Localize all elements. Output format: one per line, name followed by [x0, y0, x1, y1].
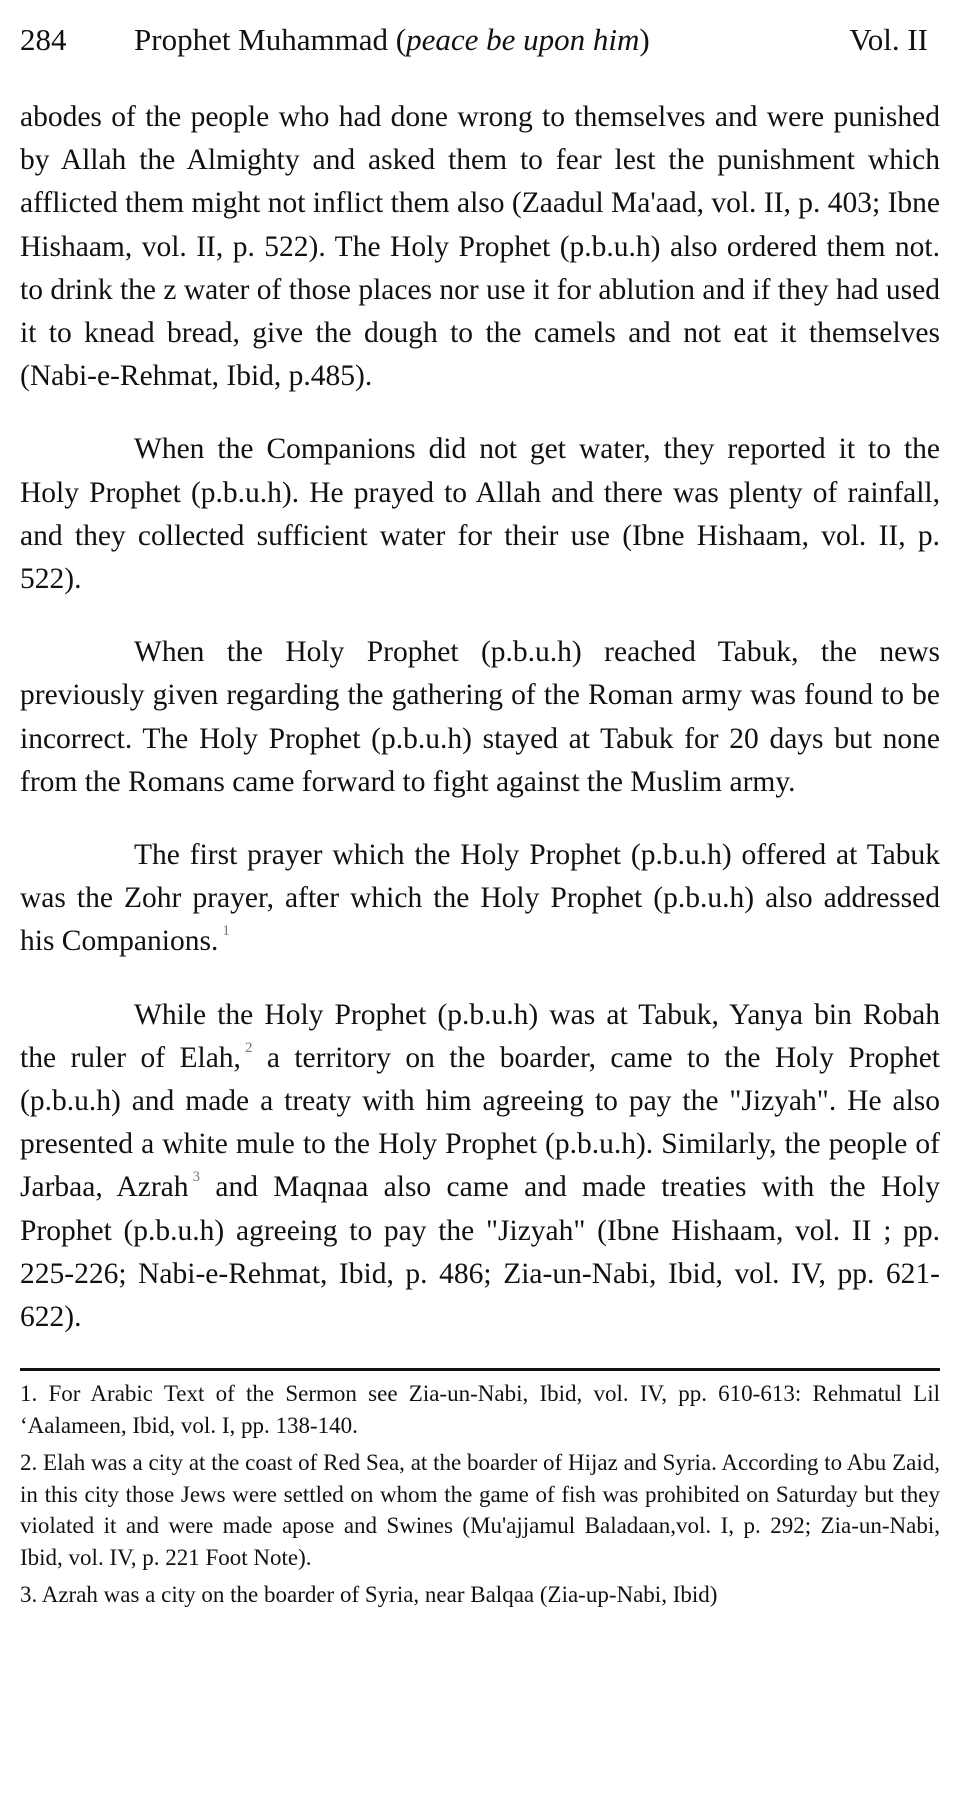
book-title-end: )	[639, 22, 650, 57]
book-title-italic: peace be upon him	[406, 22, 640, 57]
paragraph-2: When the Companions did not get water, they reported it to the Holy Prophet (p.b.u.h). He prayed to Allah and there was plenty of rainfall, and they collected sufficient water for their use (Ibne Hishaam, vol. II, p. 522).	[20, 433, 940, 596]
footnote-2: 2. Elah was a city at the coast of Red Sea, at the boarder of Hijaz and Syria. According to Abu Zaid, in this city those Jews were settled on whom the game of fish was prohibited on Saturday but they violated it and were made apose and Swines (Mu'ajjamul Baladaan,vol. I, p. 292; Zia-un-Nabi, Ibid, vol. IV, p. 221 Foot Note).	[20, 1450, 940, 1570]
running-header	[20, 14, 940, 66]
paragraph-5-text-c: and Maqnaa also came and made treaties with the Holy Prophet (p.b.u.h) agreeing to pay the "Jizyah" (Ibne Hishaam, vol. II ; pp. 225-226; Nabi-e-Rehmat, Ibid, p. 486; Zia-un-Nabi, Ibid, vol. IV, pp. 621-622).	[20, 1171, 940, 1334]
volume-label: Vol. II	[849, 22, 928, 57]
book-title-main: Prophet Muhammad (	[134, 22, 407, 57]
paragraph-4-text: The first prayer which the Holy Prophet (p.b.u.h) offered at Tabuk was the Zohr prayer, after which the Holy Prophet (p.b.u.h) also addressed his Companions.	[20, 839, 940, 958]
book-title	[134, 14, 650, 66]
footnote-3: 3. Azrah was a city on the boarder of Syria, near Balqaa (Zia-up-Nabi, Ibid)	[20, 1582, 718, 1607]
paragraph-3: When the Holy Prophet (p.b.u.h) reached Tabuk, the news previously given regarding the gathering of the Roman army was found to be incorrect. The Holy Prophet (p.b.u.h) stayed at Tabuk for 20 days but none from the Romans came forward to fight against the Muslim army.	[20, 636, 940, 798]
footnote-divider	[20, 1368, 940, 1371]
footnote-ref-3: 3	[192, 1169, 200, 1186]
footnotes	[20, 1378, 940, 1617]
paragraph-4	[20, 834, 940, 964]
paragraph-5-text-a: While the Holy Prophet (p.b.u.h) was at Tabuk, Yanya bin Robah the ruler of Elah,	[20, 998, 940, 1074]
footnote-ref-2: 2	[244, 1039, 253, 1056]
paragraph-5-text-b: a territory on the boarder, came to the Holy Prophet (p.b.u.h) and made a treaty with him agreeing to pay the "Jizyah". He also presented a white mule to the Holy Prophet (p.b.u.h). Similarly, the people of Jarbaa, Azrah	[20, 1041, 940, 1204]
footnote-1: 1. For Arabic Text of the Sermon see Zia-un-Nabi, Ibid, vol. IV, pp. 610-613: Rehmatul Lil ‘Aalameen, Ibid, vol. I, pp. 138-140.	[20, 1381, 940, 1438]
body-text	[20, 96, 940, 1369]
paragraph-5	[20, 994, 940, 1340]
page-number: 284	[20, 22, 67, 57]
footnote-ref-1: 1	[222, 923, 230, 940]
paragraph-1: abodes of the people who had done wrong to themselves and were punished by Allah the Almighty and asked them to fear lest the punishment which afflicted them might not inflict them also (Zaadul Ma'aad, vol. II, p. 403; Ibne Hishaam, vol. II, p. 522). The Holy Prophet (p.b.u.h) also ordered them not. to drink the z water of those places nor use it for ablution and if they had used it to knead bread, give the dough to the camels and not eat it themselves (Nabi-e-Rehmat, Ibid, p.485).	[20, 101, 940, 393]
